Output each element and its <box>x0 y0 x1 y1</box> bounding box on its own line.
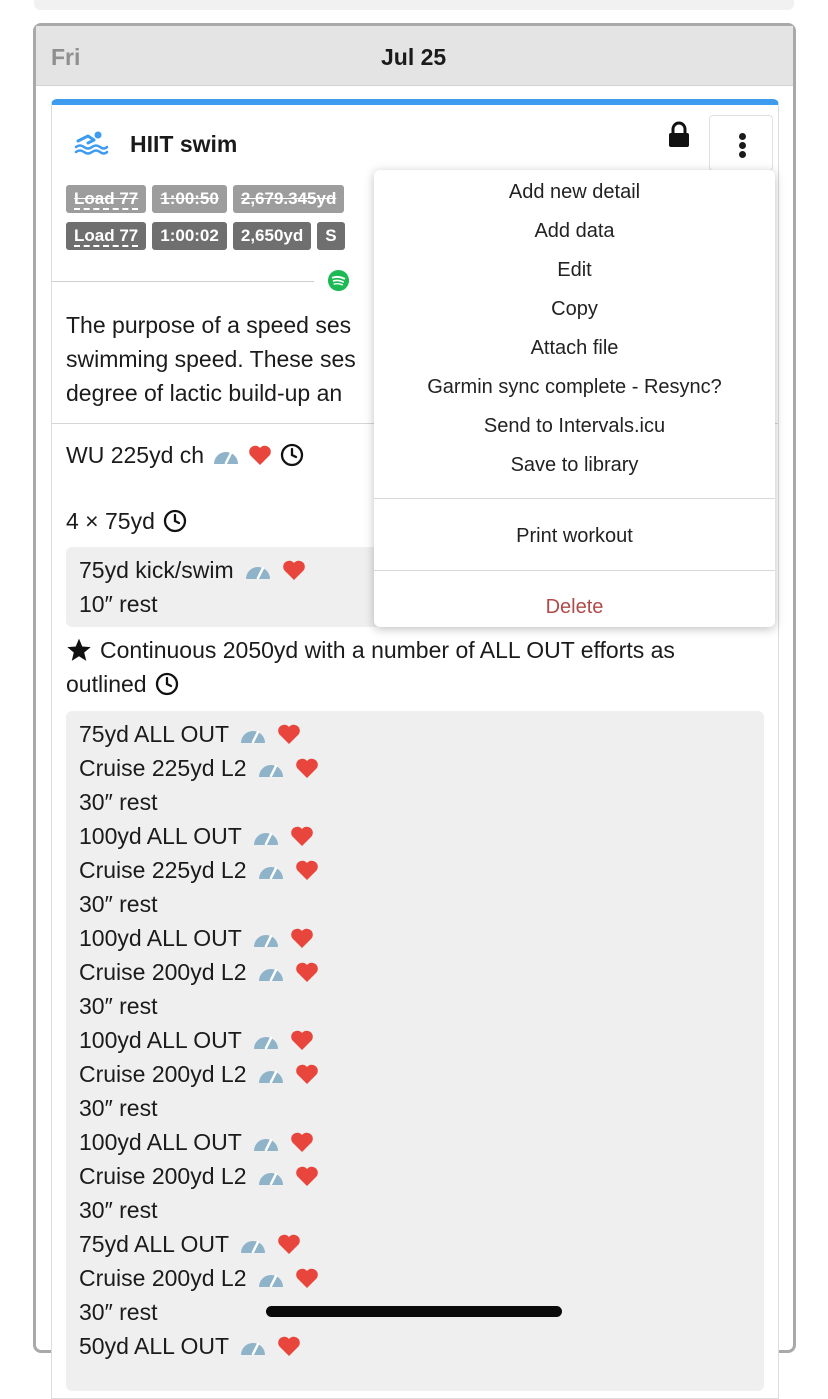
pace-icon <box>239 1335 267 1357</box>
step-warmup <box>66 440 304 470</box>
list-item <box>79 589 157 619</box>
heart-icon <box>277 1233 301 1255</box>
menu-item-delete[interactable]: Delete <box>545 596 604 618</box>
heart-icon <box>290 1029 314 1051</box>
planned-distance-badge: 2,679.345yd <box>233 185 344 213</box>
heart-icon <box>295 757 319 779</box>
workout-options-menu <box>374 170 775 627</box>
heart-icon <box>295 1267 319 1289</box>
actual-duration-badge: 1:00:02 <box>152 222 227 250</box>
step-text: outlined <box>66 671 147 697</box>
list-item <box>79 753 319 783</box>
spotify-icon[interactable] <box>327 269 350 292</box>
step-text: Cruise 200yd L2 <box>79 1061 247 1087</box>
actual-load-badge <box>66 222 146 250</box>
menu-item-send-to-intervals[interactable]: Send to Intervals.icu <box>483 415 666 437</box>
step-main-header <box>66 635 675 665</box>
dots-vertical-icon <box>739 133 746 140</box>
step-text: 4 × 75yd <box>66 508 155 534</box>
step-text: Cruise 200yd L2 <box>79 1163 247 1189</box>
step-text: 30″ rest <box>79 789 158 815</box>
menu-item-save-to-library[interactable]: Save to library <box>510 454 639 476</box>
pace-icon <box>252 1131 280 1153</box>
pace-icon <box>257 1267 285 1289</box>
menu-item-copy[interactable]: Copy <box>551 298 598 320</box>
pace-icon <box>244 559 272 581</box>
actual-extra-badge: S <box>317 222 344 250</box>
step-text: Cruise 200yd L2 <box>79 959 247 985</box>
list-item <box>79 1263 319 1293</box>
clock-icon <box>155 672 179 696</box>
list-item <box>79 555 306 585</box>
pace-icon <box>252 825 280 847</box>
menu-separator <box>374 498 775 499</box>
list-item <box>79 1059 319 1089</box>
pace-icon <box>257 1063 285 1085</box>
pace-icon <box>257 757 285 779</box>
dots-vertical-icon-dot <box>739 151 746 158</box>
menu-item-garmin-resync[interactable]: Garmin sync complete - Resync? <box>427 376 722 398</box>
actual-distance-badge: 2,650yd <box>233 222 311 250</box>
step-text: 75yd ALL OUT <box>79 721 230 747</box>
day-name: Fri <box>51 44 81 70</box>
list-item <box>79 889 157 919</box>
list-item <box>79 1161 319 1191</box>
pace-icon <box>212 444 240 466</box>
menu-item-edit[interactable]: Edit <box>557 259 592 281</box>
step-text: Cruise 225yd L2 <box>79 755 247 781</box>
dots-vertical-icon-dot <box>739 142 746 149</box>
previous-card-edge <box>34 0 794 10</box>
heart-icon <box>295 1063 319 1085</box>
workout-title-row <box>52 105 778 177</box>
step-text: WU 225yd ch <box>66 442 205 468</box>
step-text: 30″ rest <box>79 1299 158 1325</box>
description-line: swimming speed. These ses <box>66 346 356 372</box>
list-item <box>79 1331 301 1361</box>
lock-icon[interactable] <box>667 122 691 148</box>
step-text: 50yd ALL OUT <box>79 1333 230 1359</box>
step-text: 75yd kick/swim <box>79 557 234 583</box>
day-date: Jul 25 <box>381 44 447 70</box>
step-text: Cruise 200yd L2 <box>79 1265 247 1291</box>
heart-icon <box>248 444 272 466</box>
step-text: 100yd ALL OUT <box>79 823 242 849</box>
workout-title[interactable]: HIIT swim <box>130 131 238 157</box>
list-item <box>79 1195 157 1225</box>
list-item <box>79 1025 314 1055</box>
step-text: 75yd ALL OUT <box>79 1231 230 1257</box>
description-line: The purpose of a speed ses <box>66 312 352 338</box>
step-set1-header <box>66 506 187 536</box>
heart-icon <box>277 723 301 745</box>
list-item <box>79 1229 301 1259</box>
list-item <box>79 957 319 987</box>
day-header <box>36 26 793 86</box>
pace-icon <box>239 723 267 745</box>
heart-icon <box>295 859 319 881</box>
actual-metrics <box>66 222 345 250</box>
list-item <box>79 991 157 1021</box>
heart-icon <box>290 927 314 949</box>
step-text: 10″ rest <box>79 591 158 617</box>
star-icon <box>66 637 92 663</box>
more-options-button[interactable] <box>709 115 773 171</box>
step-text: 30″ rest <box>79 1197 158 1223</box>
description-line: degree of lactic build-up an <box>66 380 343 406</box>
step-text: Continuous 2050yd with a number of ALL OUT efforts as <box>100 637 675 663</box>
actual-load: Load 77 <box>74 226 139 245</box>
clock-icon <box>163 509 187 533</box>
heart-icon <box>290 1131 314 1153</box>
step-text: Cruise 225yd L2 <box>79 857 247 883</box>
planned-load: Load 77 <box>74 189 139 208</box>
pace-icon <box>257 961 285 983</box>
list-item <box>79 719 301 749</box>
pace-icon <box>257 859 285 881</box>
menu-item-print-workout[interactable]: Print workout <box>516 525 633 547</box>
pace-icon <box>252 927 280 949</box>
menu-item-attach-file[interactable]: Attach file <box>530 337 619 359</box>
list-item <box>79 1093 157 1123</box>
pace-icon <box>257 1165 285 1187</box>
list-item <box>79 1297 157 1327</box>
swim-icon <box>74 129 108 153</box>
planned-load-badge <box>66 185 146 213</box>
step-text: 100yd ALL OUT <box>79 1027 242 1053</box>
step-text: 30″ rest <box>79 993 158 1019</box>
heart-icon <box>277 1335 301 1357</box>
clock-icon <box>280 443 304 467</box>
step-text: 30″ rest <box>79 1095 158 1121</box>
heart-icon <box>290 825 314 847</box>
list-item <box>79 923 314 953</box>
list-item <box>79 821 314 851</box>
list-item <box>79 787 157 817</box>
step-text: 30″ rest <box>79 891 158 917</box>
planned-metrics <box>66 185 344 213</box>
list-item <box>79 855 319 885</box>
menu-item-add-data[interactable]: Add data <box>534 220 615 242</box>
pace-icon <box>252 1029 280 1051</box>
heart-icon <box>295 1165 319 1187</box>
divider <box>52 281 314 282</box>
menu-separator <box>374 570 775 571</box>
home-indicator[interactable] <box>266 1306 562 1317</box>
heart-icon <box>282 559 306 581</box>
step-text: 100yd ALL OUT <box>79 925 242 951</box>
step-text: 100yd ALL OUT <box>79 1129 242 1155</box>
list-item <box>79 1127 314 1157</box>
menu-item-add-new-detail[interactable]: Add new detail <box>508 181 641 203</box>
step-main-header-cont <box>66 669 179 699</box>
planned-duration-badge: 1:00:50 <box>152 185 227 213</box>
main-set-block <box>66 711 764 1391</box>
heart-icon <box>295 961 319 983</box>
pace-icon <box>239 1233 267 1255</box>
